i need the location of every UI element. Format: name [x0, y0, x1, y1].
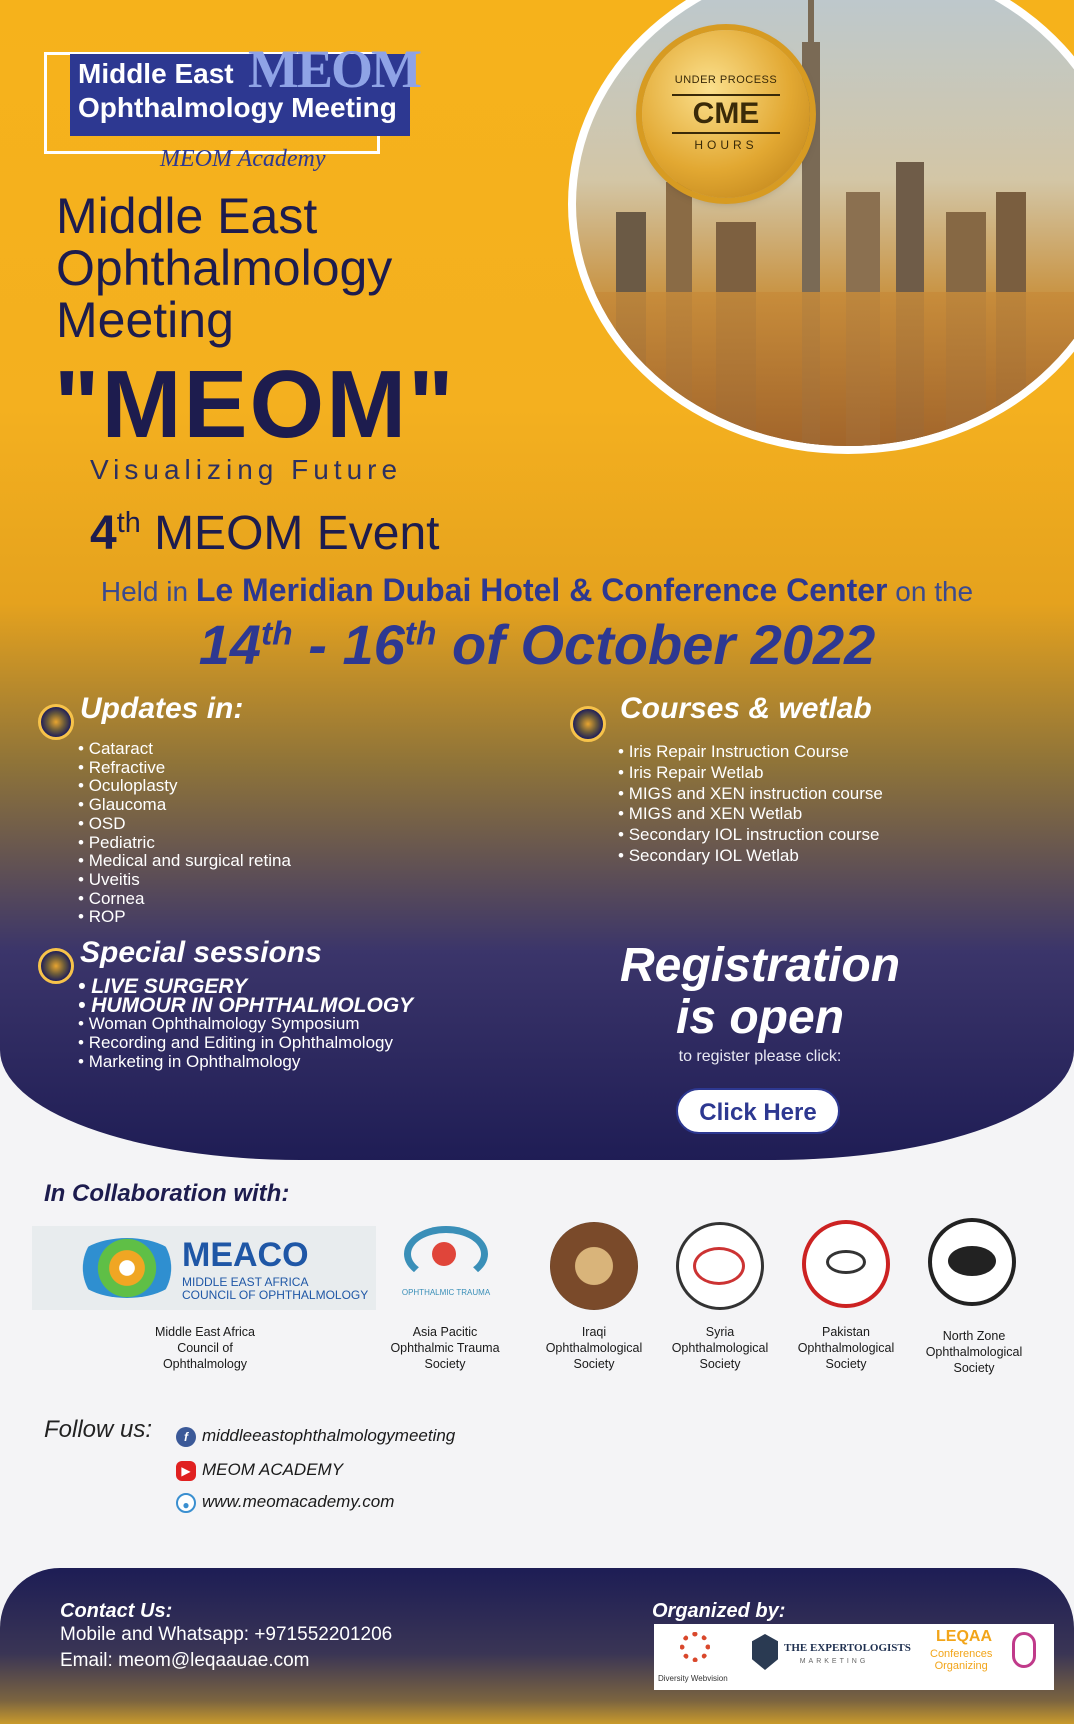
- youtube-icon: ▶: [176, 1461, 196, 1481]
- updates-list: [78, 740, 291, 927]
- registration-heading: [600, 940, 920, 1044]
- venue-suffix: on the: [887, 576, 974, 607]
- title-line1: Middle East: [56, 188, 318, 244]
- meaco-logo-sub1: MIDDLE EAST AFRICA: [182, 1275, 309, 1289]
- org-caption-north-zone: North Zone Ophthalmological Society: [925, 1329, 1023, 1375]
- list-item: • MIGS and XEN Wetlab: [618, 804, 883, 825]
- logo-line2: Ophthalmology Meeting: [78, 92, 397, 123]
- list-item: • LIVE SURGERY: [78, 978, 413, 997]
- diversity-logo-icon: [680, 1632, 710, 1662]
- date-sep: -: [292, 613, 343, 676]
- iraqi-society-seal-icon: [550, 1222, 638, 1310]
- meaco-logo: [32, 1226, 376, 1310]
- list-item: • Pediatric: [78, 834, 291, 853]
- org-caption-pakistan: Pakistan Ophthalmological Society: [797, 1325, 895, 1371]
- date-rest: of October 2022: [436, 613, 876, 676]
- leqaa-logo-text: LEQAA: [936, 1628, 992, 1645]
- courses-list: [618, 742, 883, 867]
- dubai-skyline-image: [568, 0, 1074, 454]
- youtube-handle: MEOM ACADEMY: [202, 1460, 344, 1479]
- logo-academy: MEOM Academy: [160, 146, 326, 172]
- leqaa-logo-sub2: Organizing: [934, 1660, 988, 1672]
- list-item: • Medical and surgical retina: [78, 852, 291, 871]
- logo-line1: Middle East: [78, 58, 234, 89]
- date-start: 14: [198, 613, 261, 676]
- special-list: [78, 975, 414, 1072]
- contact-email: Email: meom@leqaauae.com: [60, 1650, 310, 1671]
- expertologists-shield-icon: [752, 1634, 778, 1670]
- organized-by-heading: Organized by:: [652, 1600, 786, 1622]
- org-caption-iraqi: Iraqi Ophthalmological Society: [545, 1325, 643, 1371]
- follow-heading: Follow us:: [44, 1416, 153, 1443]
- click-here-button[interactable]: Click Here: [676, 1088, 840, 1134]
- expertologists-logo-text: THE EXPERTOLOGISTS: [784, 1642, 911, 1654]
- logo-meom-text: MEOM: [248, 39, 420, 99]
- list-item: • Uveitis: [78, 871, 291, 890]
- list-item: • Secondary IOL instruction course: [618, 825, 883, 846]
- date-end-suffix: th: [404, 615, 437, 653]
- registration-subtext: to register please click:: [678, 1048, 842, 1065]
- event-text: MEOM Event: [140, 507, 440, 560]
- org-caption-meaco: Middle East Africa Council of Ophthalmology: [154, 1325, 256, 1371]
- updates-bullet-icon: [38, 704, 74, 740]
- pupil-icon: [432, 1242, 456, 1266]
- collaboration-heading: In Collaboration with:: [44, 1180, 290, 1207]
- date-start-suffix: th: [261, 615, 293, 653]
- event-dates: [0, 612, 1074, 677]
- north-zone-society-seal-icon: [928, 1218, 1016, 1306]
- list-item: • OSD: [78, 815, 291, 834]
- eye-icon: [72, 1238, 182, 1298]
- list-item: • Oculoplasty: [78, 777, 291, 796]
- leqaa-logo-icon: [1012, 1632, 1036, 1668]
- meaco-logo-sub2: COUNCIL OF OPHTHALMOLOGY: [182, 1288, 369, 1302]
- list-item: • Iris Repair Wetlab: [618, 763, 883, 784]
- venue-name: Le Meridian Dubai Hotel & Conference Center: [195, 572, 888, 608]
- courses-heading: Courses & wetlab: [620, 692, 872, 725]
- cme-hours-badge: [642, 30, 810, 198]
- website-url: www.meomacademy.com: [202, 1492, 395, 1511]
- list-item: • HUMOUR IN OPHTHALMOLOGY: [78, 997, 413, 1016]
- org-caption-syria: Syria Ophthalmological Society: [671, 1325, 769, 1371]
- facebook-link[interactable]: [176, 1426, 455, 1447]
- event-number-suffix: th: [116, 507, 141, 539]
- date-end: 16: [342, 613, 405, 676]
- title-line2: Ophthalmology: [56, 240, 393, 296]
- expertologists-logo-sub: MARKETING: [799, 1658, 869, 1665]
- meaco-logo-title: MEACO: [182, 1236, 309, 1274]
- list-item: • Glaucoma: [78, 796, 291, 815]
- special-heading: Special sessions: [80, 936, 322, 969]
- venue-line: [0, 572, 1074, 609]
- registration-line1: Registration: [619, 939, 901, 992]
- org-caption-asia: Asia Pacitic Ophthalmic Trauma Society: [390, 1325, 500, 1371]
- asia-pacific-logo: [396, 1226, 496, 1310]
- courses-bullet-icon: [570, 706, 606, 742]
- list-item: • ROP: [78, 908, 291, 927]
- title-line3: Meeting: [56, 292, 234, 348]
- meom-acronym: "MEOM": [54, 351, 456, 458]
- updates-heading: Updates in:: [80, 692, 244, 725]
- list-item: • Secondary IOL Wetlab: [618, 846, 883, 867]
- cme-badge-line2: CME: [672, 94, 780, 134]
- special-bullet-icon: [38, 948, 74, 984]
- event-title: [90, 506, 439, 561]
- tagline: Visualizing Future: [90, 454, 403, 485]
- asia-logo-text: OPHTHALMIC TRAUMA: [401, 1288, 491, 1297]
- venue-prefix: Held in: [100, 576, 196, 607]
- pakistan-society-seal-icon: [802, 1220, 890, 1308]
- list-item: • MIGS and XEN instruction course: [618, 784, 883, 805]
- list-item: • Recording and Editing in Ophthalmology: [78, 1034, 413, 1053]
- diversity-logo-text: Diversity Webvision: [658, 1674, 728, 1683]
- cme-badge-line1: UNDER PROCESS: [674, 74, 778, 86]
- contact-heading: Contact Us:: [60, 1600, 173, 1622]
- syria-society-seal-icon: [676, 1222, 764, 1310]
- youtube-link[interactable]: [176, 1460, 343, 1481]
- list-item: • Woman Ophthalmology Symposium: [78, 1015, 413, 1034]
- registration-line2: is open: [675, 991, 845, 1044]
- meaco-logo-subtitle: [182, 1276, 368, 1302]
- list-item: • Iris Repair Instruction Course: [618, 742, 883, 763]
- list-item: • Cataract: [78, 740, 291, 759]
- contact-phone: Mobile and Whatsapp: +971552201206: [60, 1624, 393, 1645]
- globe-icon: ●: [176, 1493, 196, 1513]
- list-item: • Cornea: [78, 890, 291, 909]
- list-item: • Marketing in Ophthalmology: [78, 1053, 413, 1072]
- cme-badge-line3: HOURS: [694, 138, 758, 152]
- organizers-logos: [654, 1624, 1054, 1690]
- website-link[interactable]: [176, 1492, 394, 1513]
- event-number: 4: [90, 507, 117, 560]
- list-item: • Refractive: [78, 759, 291, 778]
- leqaa-logo-sub1: Conferences: [930, 1648, 993, 1660]
- facebook-icon: f: [176, 1427, 196, 1447]
- page-title: [56, 190, 392, 346]
- facebook-handle: middleeastophthalmologymeeting: [202, 1426, 456, 1445]
- leqaa-logo-sub: [930, 1648, 992, 1672]
